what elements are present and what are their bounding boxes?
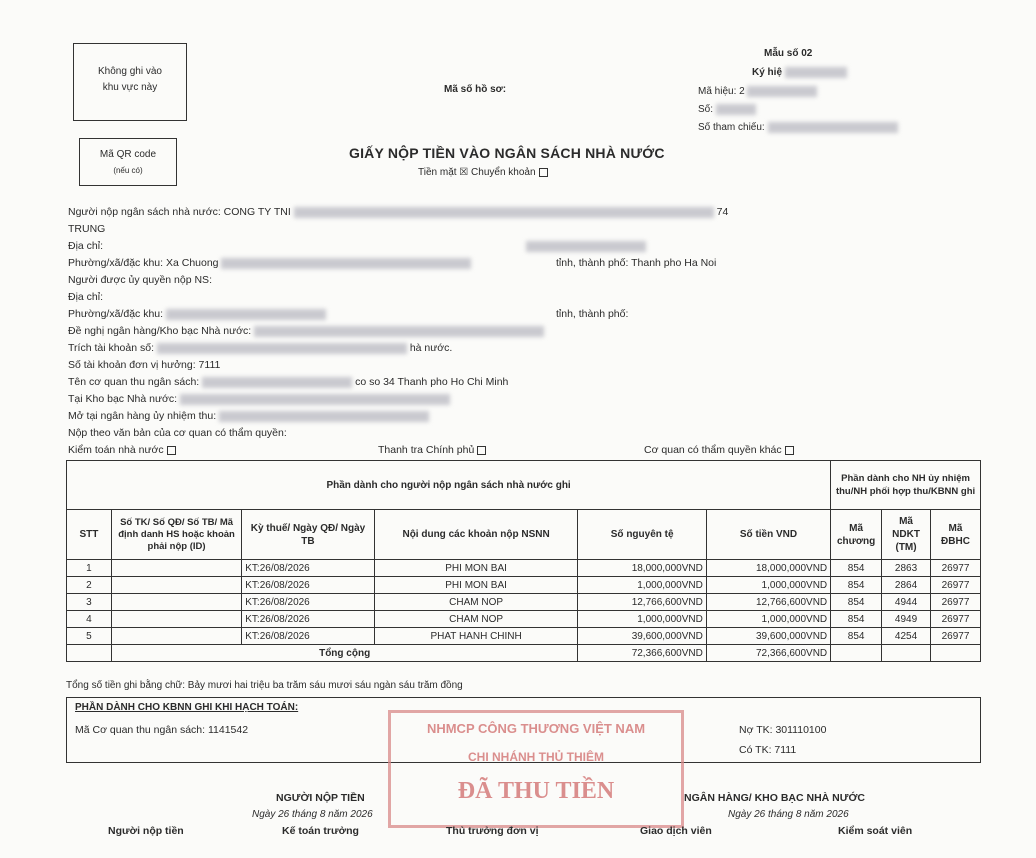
total-foreign: 72,366,600VND: [578, 645, 706, 662]
cell-period: KT:26/08/2026: [242, 611, 374, 628]
cell-foreign: 18,000,000VND: [578, 560, 706, 577]
symbol-label: Ký hiệ: [752, 67, 847, 78]
qr-box-note: (nếu có): [113, 166, 143, 175]
info-line: Người nộp ngân sách nhà nước: CONG TY TNI 74: [68, 206, 729, 218]
cell-ndkt: 4944: [882, 594, 931, 611]
cell-id: [111, 628, 241, 645]
cell-vnd: 18,000,000VND: [706, 560, 830, 577]
cell-period: KT:26/08/2026: [242, 628, 374, 645]
authority-inspect: Thanh tra Chính phủ: [378, 444, 486, 456]
cell-stt: 1: [67, 560, 112, 577]
info-line: TRUNG: [68, 223, 106, 235]
inspect-checkbox: [477, 446, 486, 455]
group-header-bank: Phần dành cho NH ủy nhiệm thu/NH phối hợp thu/KBNN ghi: [831, 461, 981, 510]
qr-box-title: Mã QR code: [99, 149, 157, 160]
credit-account: Có TK: 7111: [739, 744, 797, 756]
info-line: Phường/xã/đặc khu: Xa Chuong tỉnh, thành phố: Thanh pho Ha Noi: [68, 257, 717, 269]
cell-dbhc: 26977: [931, 560, 981, 577]
transfer-checkbox: [539, 168, 548, 177]
cell-vnd: 12,766,600VND: [706, 594, 830, 611]
authority-audit: Kiểm toán nhà nước: [68, 444, 176, 456]
bank-date: Ngày 26 tháng 8 năm 2026: [728, 809, 849, 820]
payment-table: [66, 460, 981, 662]
info-line: Phường/xã/đặc khu: tỉnh, thành phố:: [68, 308, 629, 320]
cell-foreign: 39,600,000VND: [578, 628, 706, 645]
no-write-text: Không ghi vào khu vực này: [98, 66, 162, 93]
info-line: Tên cơ quan thu ngân sách: co so 34 Thanh pho Ho Chi Minh: [68, 376, 509, 388]
cell-ndkt: 2864: [882, 577, 931, 594]
bank-heading: NGÂN HÀNG/ KHO BẠC NHÀ NƯỚC: [684, 792, 865, 804]
info-line: Địa chỉ:: [68, 240, 728, 257]
sign-director: Thủ trưởng đơn vị: [446, 825, 539, 837]
info-line: Người được ủy quyền nộp NS:: [68, 274, 212, 286]
cell-foreign: 12,766,600VND: [578, 594, 706, 611]
sign-payer: Người nộp tiền: [108, 825, 184, 837]
cell-chapter: 854: [831, 628, 882, 645]
total-label: Tổng cộng: [111, 645, 578, 662]
cell-ndkt: 4254: [882, 628, 931, 645]
cell-content: PHI MON BAI: [374, 560, 578, 577]
table-row: [67, 594, 981, 611]
number-label: Số:: [698, 104, 756, 115]
cell-dbhc: 26977: [931, 594, 981, 611]
cell-content: PHAT HANH CHINH: [374, 628, 578, 645]
cell-content: CHAM NOP: [374, 594, 578, 611]
column-header: Số TK/ Số QĐ/ Số TB/ Mã định danh HS hoặc khoản phải nộp (ID): [111, 510, 241, 560]
column-header: Kỳ thuế/ Ngày QĐ/ Ngày TB: [242, 510, 374, 560]
cell-foreign: 1,000,000VND: [578, 611, 706, 628]
reference-label: Số tham chiếu:: [698, 122, 898, 133]
cell-dbhc: 26977: [931, 611, 981, 628]
cell-chapter: 854: [831, 611, 882, 628]
info-line: Mở tại ngân hàng ủy nhiệm thu:: [68, 410, 728, 427]
sign-accountant: Kế toán trưởng: [282, 825, 359, 837]
total-vnd: 72,366,600VND: [706, 645, 830, 662]
column-header: Nội dung các khoản nộp NSNN: [374, 510, 578, 560]
info-line: Đề nghị ngân hàng/Kho bạc Nhà nước:: [68, 325, 728, 342]
cell-id: [111, 560, 241, 577]
cell-stt: 3: [67, 594, 112, 611]
cell-period: KT:26/08/2026: [242, 560, 374, 577]
authority-other: Cơ quan có thẩm quyền khác: [644, 444, 794, 456]
column-header: Mã ĐBHC: [931, 510, 981, 560]
total-row: [67, 645, 981, 662]
kbnn-heading: PHẦN DÀNH CHO KBNN GHI KHI HẠCH TOÁN:: [75, 702, 299, 713]
amount-in-words: Tổng số tiền ghi bằng chữ: Bảy mươi hai triệu ba trăm sáu mươi sáu ngàn sáu trăm đồng: [66, 680, 463, 691]
info-line: Trích tài khoản số: hà nước.: [68, 342, 453, 354]
cell-vnd: 39,600,000VND: [706, 628, 830, 645]
cell-stt: 2: [67, 577, 112, 594]
file-code-label: Mã số hồ sơ:: [444, 84, 507, 95]
cell-stt: 4: [67, 611, 112, 628]
cell-content: PHI MON BAI: [374, 577, 578, 594]
payer-heading: NGƯỜI NỘP TIỀN: [276, 792, 365, 804]
form-label: Mẫu số 02: [764, 48, 813, 59]
table-row: [67, 577, 981, 594]
column-header: Mã NDKT (TM): [882, 510, 931, 560]
sign-teller: Giao dịch viên: [640, 825, 712, 837]
stamp-line-1: NHMCP CÔNG THƯƠNG VIỆT NAM: [426, 721, 646, 736]
info-line: Số tài khoản đơn vị hưởng: 7111: [68, 359, 221, 371]
cell-foreign: 1,000,000VND: [578, 577, 706, 594]
cell-content: CHAM NOP: [374, 611, 578, 628]
column-header: Mã chương: [831, 510, 882, 560]
cell-id: [111, 577, 241, 594]
table-row: [67, 628, 981, 645]
stamp-line-3: ĐÃ THU TIỀN: [457, 778, 615, 804]
cell-vnd: 1,000,000VND: [706, 611, 830, 628]
info-line: Nộp theo văn bản của cơ quan có thẩm quyền:: [68, 427, 287, 439]
column-header: STT: [67, 510, 112, 560]
column-header: Số tiền VND: [706, 510, 830, 560]
cell-chapter: 854: [831, 594, 882, 611]
stamp-line-2: CHI NHÁNH THỦ THIÊM: [468, 750, 604, 764]
cell-chapter: 854: [831, 560, 882, 577]
group-header-payer: Phần dành cho người nộp ngân sách nhà nước ghi: [67, 461, 831, 510]
agency-code: Mã Cơ quan thu ngân sách: 1141542: [75, 724, 249, 736]
payer-date: Ngày 26 tháng 8 năm 2026: [252, 809, 373, 820]
cell-stt: 5: [67, 628, 112, 645]
payer-info: [68, 206, 728, 444]
cell-period: KT:26/08/2026: [242, 594, 374, 611]
payment-mode: Tiền mặt ☒ Chuyển khoản: [418, 167, 548, 178]
info-line: Tại Kho bạc Nhà nước:: [68, 393, 728, 410]
table-row: [67, 611, 981, 628]
cell-ndkt: 4949: [882, 611, 931, 628]
qr-code-box: [79, 138, 177, 186]
cell-id: [111, 611, 241, 628]
serial-label: Mã hiệu: 2: [698, 86, 817, 97]
debit-account: Nợ TK: 301110100: [739, 724, 827, 736]
cell-dbhc: 26977: [931, 577, 981, 594]
cell-id: [111, 594, 241, 611]
paid-stamp: [388, 710, 684, 828]
cell-vnd: 1,000,000VND: [706, 577, 830, 594]
table-row: [67, 560, 981, 577]
sign-controller: Kiểm soát viên: [838, 825, 913, 837]
cell-chapter: 854: [831, 577, 882, 594]
info-line: Địa chỉ:: [68, 291, 104, 303]
cell-dbhc: 26977: [931, 628, 981, 645]
cell-ndkt: 2863: [882, 560, 931, 577]
no-write-box: [73, 43, 187, 121]
column-header: Số nguyên tệ: [578, 510, 706, 560]
other-checkbox: [785, 446, 794, 455]
cell-period: KT:26/08/2026: [242, 577, 374, 594]
audit-checkbox: [167, 446, 176, 455]
document-title: GIẤY NỘP TIỀN VÀO NGÂN SÁCH NHÀ NƯỚC: [349, 145, 665, 161]
